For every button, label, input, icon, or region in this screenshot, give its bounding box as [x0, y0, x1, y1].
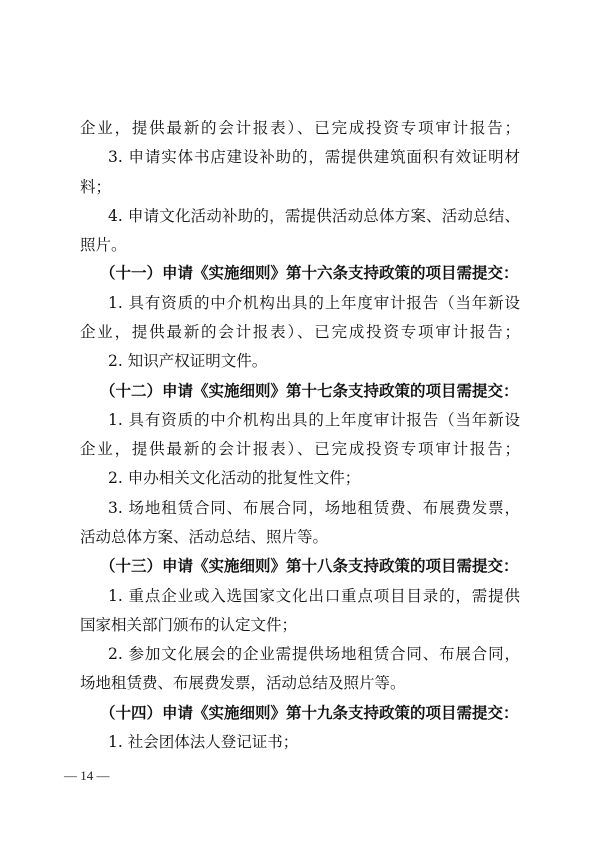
section-heading: （十四）申请《实施细则》第十九条支持政策的项目需提交：: [100, 703, 519, 722]
section-heading: （十一）申请《实施细则》第十六条支持政策的项目需提交：: [100, 263, 519, 282]
text-line: 料；: [80, 178, 112, 196]
text-line: 企业，提供最新的会计报表）、已完成投资专项审计报告；: [80, 119, 520, 137]
text-line: 场地租赁费、布展费发票，活动总结及照片等。: [80, 674, 406, 692]
page-number: — 14 —: [64, 768, 110, 783]
list-item-line: 1. 社会团体法人登记证书；: [108, 733, 299, 751]
text-line: 国家相关部门颁布的认定文件；: [80, 616, 298, 634]
text-line: 照片。: [80, 236, 127, 254]
section-heading: （十二）申请《实施细则》第十七条支持政策的项目需提交：: [100, 381, 519, 400]
text-line: 企业，提供最新的会计报表）、已完成投资专项审计报告；: [80, 323, 520, 341]
list-item-line: 3. 场地租赁合同、布展合同，场地租赁费、布展费发票，: [108, 499, 520, 517]
list-item-line: 4. 申请文化活动补助的，需提供活动总体方案、活动总结、: [108, 207, 520, 225]
list-item-line: 1. 重点企业或入选国家文化出口重点项目目录的，需提供: [108, 587, 520, 605]
list-item-line: 1. 具有资质的中介机构出具的上年度审计报告（当年新设: [108, 411, 520, 429]
list-item-line: 2. 知识产权证明文件。: [108, 352, 268, 370]
section-heading: （十三）申请《实施细则》第十八条支持政策的项目需提交：: [100, 556, 519, 575]
text-line: 企业，提供最新的会计报表）、已完成投资专项审计报告；: [80, 440, 520, 458]
list-item-line: 3. 申请实体书店建设补助的，需提供建筑面积有效证明材: [108, 148, 520, 166]
list-item-line: 2. 申办相关文化活动的批复性文件；: [108, 469, 361, 487]
list-item-line: 2. 参加文化展会的企业需提供场地租赁合同、布展合同，: [108, 645, 520, 663]
text-line: 活动总体方案、活动总结、照片等。: [80, 528, 329, 546]
list-item-line: 1. 具有资质的中介机构出具的上年度审计报告（当年新设: [108, 294, 520, 312]
